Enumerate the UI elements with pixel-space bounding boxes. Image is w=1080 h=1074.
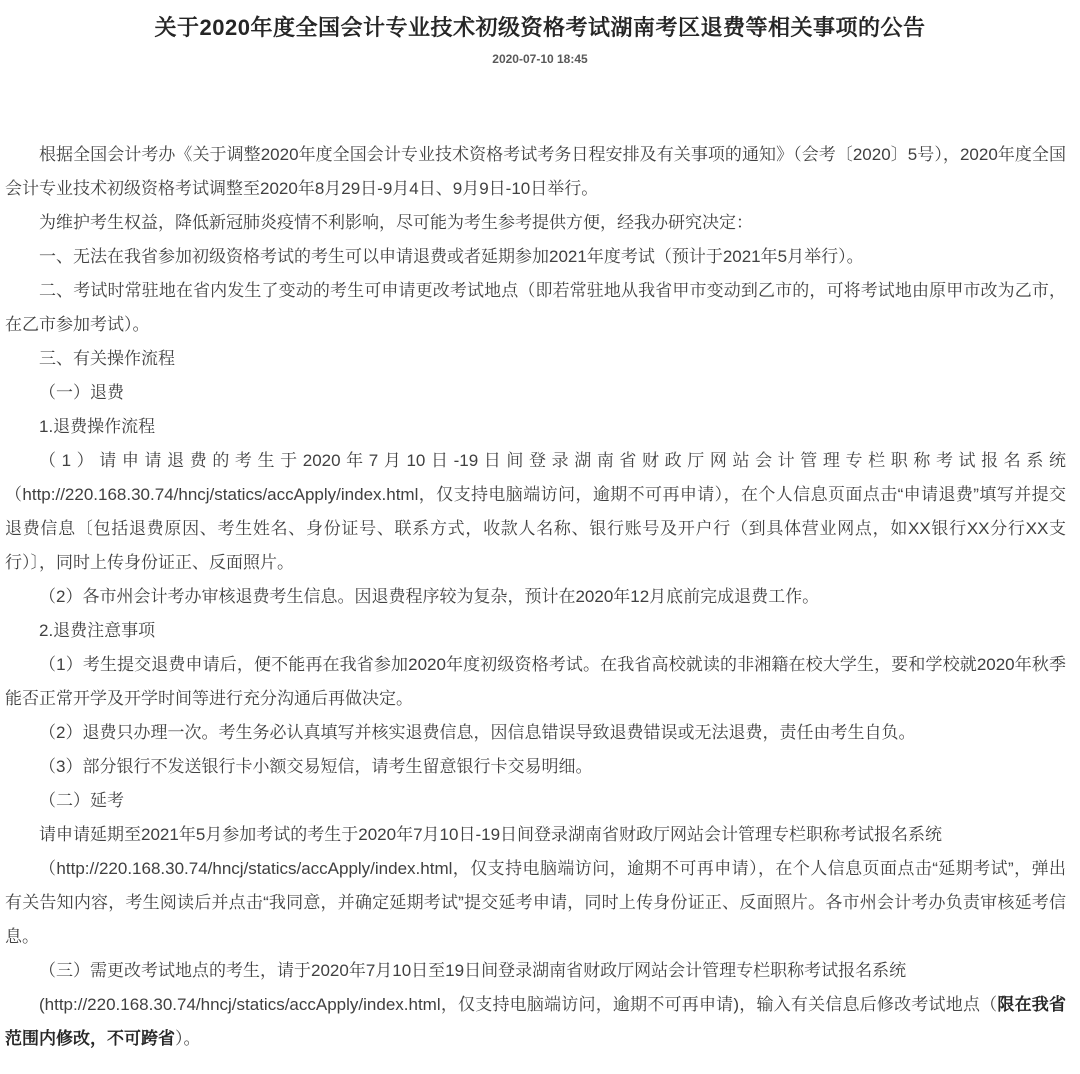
paragraph-decision-intro: 为维护考生权益，降低新冠肺炎疫情不利影响，尽可能为考生参考提供方便，经我办研究决定： (39, 213, 753, 232)
publish-date: 2020-07-10 18:45 (492, 52, 588, 66)
change-location-bold-note: 限在我省范围内修改，不可跨省 (5, 995, 1067, 1048)
item-2-change-location: 二、考试时常驻地在省内发生了变动的考生可申请更改考试地点（即若常驻地从我省甲市变动到乙市的，可将考试地由原甲市改为乙市，在乙市参加考试）。 (5, 281, 1066, 334)
paragraph-intro-notice: 根据全国会计考办《关于调整2020年度全国会计专业技术资格考试考务日程安排及有关事项的通知》（会考〔2020〕5号），2020年度全国会计专业技术初级资格考试调整至2020年8月29日-9月4日、9月9日-10日举行。 (5, 145, 1066, 198)
refund-procedure-step-1: （1）请申请退费的考生于2020年7月10日-19日间登录湖南省财政厅网站会计管理专栏职称考试报名系统（http://220.168.30.74/hncj/statics/accApply/index.html，仅支持电脑端访问，逾期不可再申请），在个人信息页面点击“申请退费”填写并提交退费信息〔包括退费原因、考生姓名、身份证号、联系方式，收款人名称、银行账号及开户行（到具体营业网点，如XX银行XX分行XX支行）〕，同时上传身份证正、反面照片。 (5, 451, 1066, 572)
change-location-detail-prefix: (http://220.168.30.74/hncj/statics/accApply/index.html，仅支持电脑端访问，逾期不可再申请)，输入有关信息后修改考试地点（ (39, 995, 998, 1014)
subsection-change-location: （三）需更改考试地点的考生，请于2020年7月10日至19日间登录湖南省财政厅网站会计管理专栏职称考试报名系统 (39, 961, 907, 980)
refund-note-1: （1）考生提交退费申请后，便不能再在我省参加2020年度初级资格考试。在我省高校就读的非湘籍在校大学生，要和学校就2020年秋季能否正常开学及开学时间等进行充分沟通后再做决定。 (5, 655, 1066, 708)
refund-notes-heading: 2.退费注意事项 (39, 621, 156, 640)
page-title: 关于2020年度全国会计专业技术初级资格考试湖南考区退费等相关事项的公告 (154, 15, 926, 40)
subsection-refund-heading: （一）退费 (39, 383, 124, 402)
defer-instructions-line: 请申请延期至2021年5月参加考试的考生于2020年7月10日-19日间登录湖南省财政厅网站会计管理专栏职称考试报名系统 (39, 825, 943, 844)
refund-procedure-heading: 1.退费操作流程 (39, 417, 156, 436)
change-location-detail (5, 988, 1066, 1056)
section-3-heading: 三、有关操作流程 (39, 349, 175, 368)
defer-instructions-detail: （http://220.168.30.74/hncj/statics/accApply/index.html，仅支持电脑端访问，逾期不可再申请），在个人信息页面点击“延期考试”，弹出有关告知内容，考生阅读后并点击“我同意，并确定延期考试”提交延考申请，同时上传身份证正、反面照片。各市州会计考办负责审核延考信息。 (5, 859, 1066, 946)
change-location-detail-suffix: ）。 (175, 1029, 201, 1048)
refund-note-2: （2）退费只办理一次。考生务必认真填写并核实退费信息，因信息错误导致退费错误或无法退费，责任由考生自负。 (39, 723, 916, 742)
refund-procedure-step-2: （2）各市州会计考办审核退费考生信息。因退费程序较为复杂，预计在2020年12月底前完成退费工作。 (39, 587, 820, 606)
announcement-body (0, 66, 1080, 1074)
subsection-defer-heading: （二）延考 (39, 791, 124, 810)
item-1-refund-or-defer: 一、无法在我省参加初级资格考试的考生可以申请退费或者延期参加2021年度考试（预计于2021年5月举行）。 (39, 247, 864, 266)
refund-note-3: （3）部分银行不发送银行卡小额交易短信，请考生留意银行卡交易明细。 (39, 757, 593, 776)
